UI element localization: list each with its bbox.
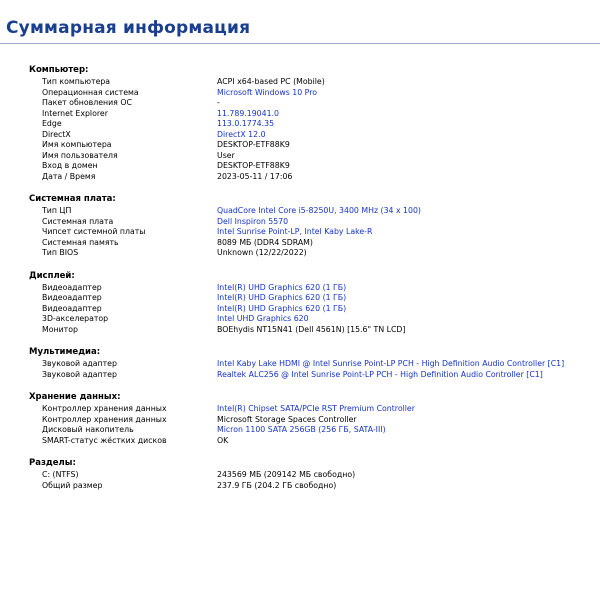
field-value-link[interactable]: Intel(R) UHD Graphics 620 (1 ГБ) [217, 282, 347, 292]
title-divider [0, 43, 600, 44]
field-label: Звуковой адаптер [42, 369, 117, 379]
field-label: Тип компьютера [42, 77, 111, 86]
field-label: Вход в домен [42, 161, 98, 170]
info-row [0, 359, 600, 370]
field-value: DESKTOP-ETF88K9 [217, 140, 290, 149]
field-label: Видеоадаптер [42, 282, 102, 292]
field-label: Операционная система [42, 87, 139, 97]
info-row [0, 227, 600, 238]
info-row [0, 325, 600, 336]
field-label: Контроллер хранения данных [42, 414, 167, 424]
info-row [0, 283, 600, 294]
field-label: SMART-статус жёстких дисков [42, 435, 167, 445]
field-value: 243569 МБ (209142 МБ свободно) [217, 470, 356, 479]
info-row [0, 436, 600, 447]
field-value-link[interactable]: Intel(R) UHD Graphics 620 (1 ГБ) [217, 303, 347, 313]
field-label: Видеоадаптер [42, 303, 102, 313]
field-label: Системная память [42, 237, 119, 247]
field-value-link[interactable]: Intel UHD Graphics 620 [217, 314, 309, 323]
field-label: Тип ЦП [42, 206, 72, 215]
section [0, 193, 600, 259]
field-value: Microsoft Storage Spaces Controller [217, 414, 357, 424]
info-row [0, 217, 600, 228]
section [0, 391, 600, 446]
field-label: Чипсет системной платы [42, 227, 146, 236]
field-value: - [217, 98, 220, 107]
field-value-link[interactable]: 11.789.19041.0 [217, 108, 280, 118]
section-title: Компьютер: [29, 65, 89, 75]
field-value: 237.9 ГБ (204.2 ГБ свободно) [217, 480, 337, 490]
field-value: 8089 МБ (DDR4 SDRAM) [217, 237, 313, 247]
field-label: Видеоадаптер [42, 293, 102, 302]
field-value: Unknown (12/22/2022) [217, 248, 307, 257]
field-value-link[interactable]: Realtek ALC256 @ Intel Sunrise Point-LP PCH - High Definition Audio Controller [C1] [217, 369, 543, 379]
field-label: Системная плата [42, 216, 114, 226]
section [0, 346, 600, 380]
field-value-link[interactable]: Intel Sunrise Point-LP, Intel Kaby Lake-R [217, 227, 373, 236]
field-value-link[interactable]: Intel Kaby Lake HDMI @ Intel Sunrise Point-LP PCH - High Definition Audio Controller [C1] [217, 359, 565, 368]
field-value-link[interactable]: QuadCore Intel Core i5-8250U, 3400 MHz (34 x 100) [217, 206, 421, 215]
section-title: Системная плата: [29, 194, 116, 204]
page-title: Суммарная информация [6, 18, 251, 38]
field-value-link[interactable]: Intel(R) UHD Graphics 620 (1 ГБ) [217, 293, 347, 302]
field-label: Пакет обновления ОС [42, 98, 132, 107]
info-row [0, 238, 600, 249]
field-label: Дисковый накопитель [42, 425, 134, 434]
summary-content [0, 64, 600, 502]
info-row [0, 425, 600, 436]
info-row [0, 161, 600, 172]
info-row [0, 470, 600, 481]
info-row [0, 481, 600, 492]
field-value: OK [217, 435, 229, 445]
field-value: DESKTOP-ETF88K9 [217, 161, 290, 170]
section-title: Мультимедиа: [29, 347, 101, 357]
field-value: ACPI x64-based PC (Mobile) [217, 77, 325, 86]
field-label: Имя компьютера [42, 140, 112, 149]
field-label: Контроллер хранения данных [42, 404, 167, 413]
field-label: Тип BIOS [42, 248, 79, 257]
info-row [0, 415, 600, 426]
info-row [0, 206, 600, 217]
info-row [0, 172, 600, 183]
info-row [0, 109, 600, 120]
info-row [0, 404, 600, 415]
field-label: Общий размер [42, 480, 103, 490]
section-title: Разделы: [29, 458, 76, 468]
info-row [0, 248, 600, 259]
field-label: 3D-акселератор [42, 314, 109, 323]
field-label: Internet Explorer [42, 108, 108, 118]
field-value-link[interactable]: 113.0.1774.35 [217, 119, 275, 128]
field-label: C: (NTFS) [42, 470, 79, 479]
field-label: Монитор [42, 324, 78, 334]
field-value-link[interactable]: Microsoft Windows 10 Pro [217, 87, 318, 97]
section [0, 457, 600, 491]
section-title: Дисплей: [29, 270, 75, 281]
field-label: Дата / Время [42, 171, 96, 181]
field-value-link[interactable]: Intel(R) Chipset SATA/PCIe RST Premium Controller [217, 404, 415, 413]
field-value-link[interactable]: DirectX 12.0 [217, 129, 266, 139]
field-value: 2023-05-11 / 17:06 [217, 171, 293, 181]
field-value: BOEhydis NT15N41 (Dell 4561N) [15.6" TN LCD] [217, 324, 406, 334]
info-row [0, 77, 600, 88]
info-row [0, 293, 600, 304]
field-label: Имя пользователя [42, 150, 118, 160]
info-row [0, 370, 600, 381]
section [0, 64, 600, 182]
field-label: Звуковой адаптер [42, 359, 117, 368]
field-value-link[interactable]: Dell Inspiron 5570 [217, 216, 289, 226]
info-row [0, 88, 600, 99]
field-value: User [217, 150, 235, 160]
section [0, 270, 600, 336]
field-label: Edge [42, 119, 62, 128]
field-value-link[interactable]: Micron 1100 SATA 256GB (256 ГБ, SATA-III) [217, 425, 386, 434]
info-row [0, 140, 600, 151]
info-row [0, 314, 600, 325]
info-row [0, 130, 600, 141]
info-row [0, 304, 600, 315]
field-label: DirectX [42, 129, 71, 139]
section-title: Хранение данных: [29, 392, 121, 402]
info-row [0, 119, 600, 130]
info-row [0, 98, 600, 109]
info-row [0, 151, 600, 162]
